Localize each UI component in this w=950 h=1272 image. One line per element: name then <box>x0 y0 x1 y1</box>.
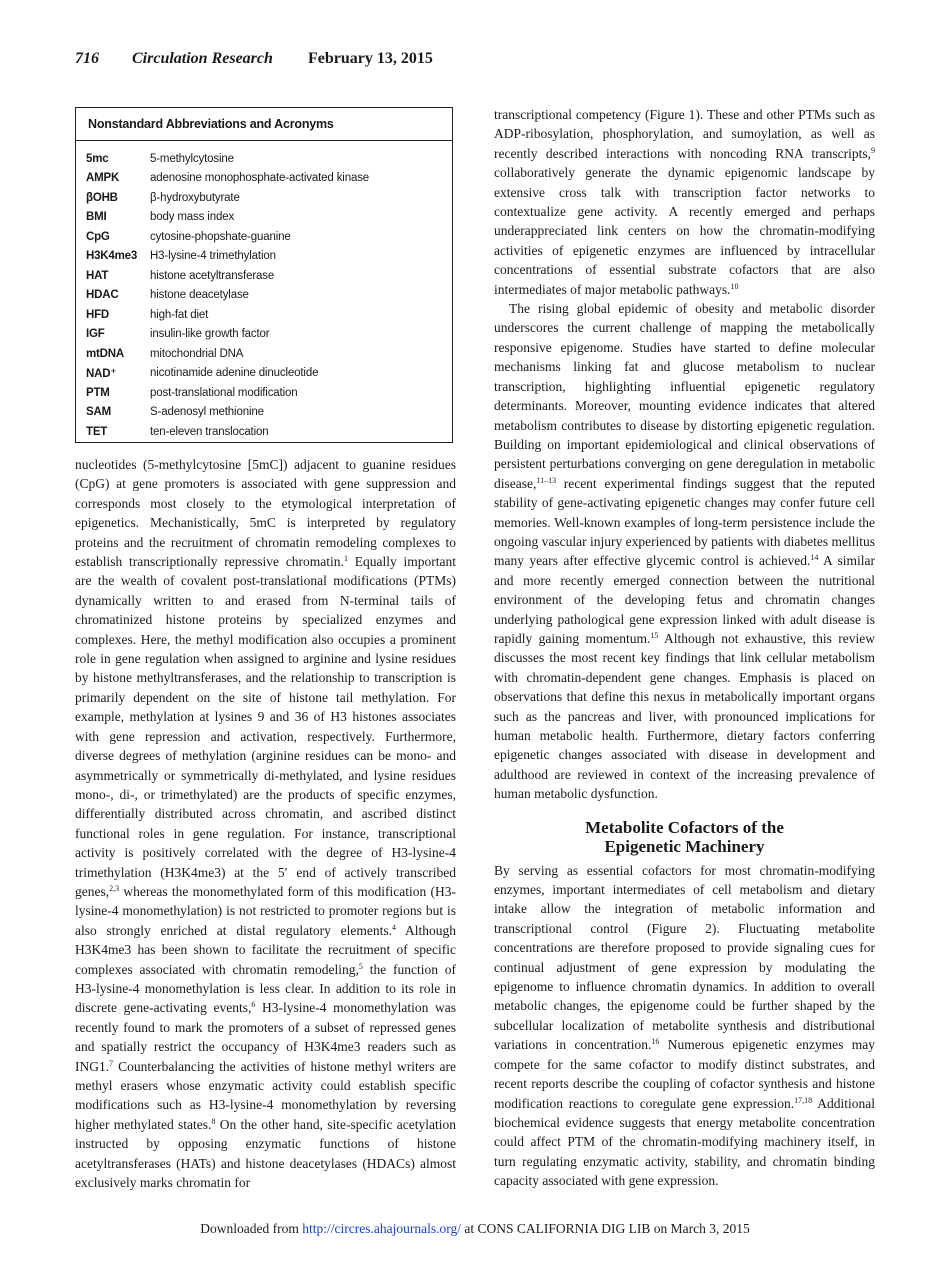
right-column <box>494 105 875 1191</box>
text-run: Numerous epigenetic enzymes may compete for the same cofactor to modify distinct substrates, and recent reports describe the coupling of cofactor synthesis and histone modification reactions to coregulate gene expression. <box>494 1037 876 1111</box>
abbreviation-term: mtDNA <box>86 347 124 360</box>
citation-ref: 9 <box>871 145 875 155</box>
abbreviation-row <box>86 422 446 442</box>
citation-ref: 17,18 <box>794 1095 813 1105</box>
abbreviations-box <box>75 107 453 443</box>
abbreviation-definition: 5-methylcytosine <box>150 152 234 165</box>
abbreviation-term: TET <box>86 425 108 438</box>
abbreviation-definition: mitochondrial DNA <box>150 347 244 360</box>
abbreviation-definition: S-adenosyl methionine <box>150 406 264 419</box>
footer-text: Downloaded from <box>200 1221 303 1236</box>
citation-ref: 4 <box>391 922 396 932</box>
abbreviation-term: HAT <box>86 269 109 282</box>
abbreviations-list <box>86 149 446 442</box>
abbreviation-row <box>86 149 446 169</box>
citation-ref: 11–13 <box>536 475 557 485</box>
abbreviation-term: βOHB <box>86 191 118 204</box>
citation-ref: 16 <box>651 1037 660 1047</box>
abbreviation-row <box>86 403 446 423</box>
journal-link[interactable]: http://circres.ahajournals.org/ <box>302 1221 461 1236</box>
abbreviation-term: H3K4me3 <box>86 250 138 263</box>
abbreviation-definition: nicotinamide adenine dinucleotide <box>150 367 319 380</box>
citation-ref: 6 <box>251 1000 256 1010</box>
citation-ref: 10 <box>730 281 739 291</box>
citation-ref: 15 <box>650 630 659 640</box>
text-run: By serving as essential cofactors for most chromatin-modifying enzymes, important intermediates of cell metabolism and dietary intake allow the integration of metabolic information and transcriptional control (Figure 2). Fluctuating metabolite concentrations are therefore proposed to provide signaling cues for continual adjustment of gene expression by modulating the epigenome to influence chromatin dynamics. In addition to overall metabolic changes, the epigenome could be further shaped by the subcellular localization of metabolite synthesis and distributional variations in concentration. <box>494 862 875 1053</box>
section-heading <box>494 818 875 856</box>
text-run: nucleotides (5-methylcytosine [5mC]) adjacent to guanine residues (CpG) at gene promoters is associated with gene suppression and corresponds most closely to the etymological interpretation of epigenetics. Mechanistically, 5mC is interpreted by regulatory proteins and the recruitment of chromatin remodeling complexes to establish transcriptionally repressive chromatin. <box>75 457 456 570</box>
text-run: A similar and more recently emerged connection between the nutritional environment of the developing fetus and chromatin changes underlying pathological gene expression linked with adult disease is rapidly gaining momentum. <box>494 553 876 646</box>
abbreviation-row <box>86 169 446 189</box>
abbreviation-definition: ten-eleven translocation <box>150 425 269 438</box>
text-run: On the other hand, site-specific acetylation instructed by opposing enzymatic functions of histone acetyltransferases (HATs) and histone deacetylases (HDACs) almost exclusively marks chromatin for <box>75 1116 456 1191</box>
abbreviation-term: HFD <box>86 308 110 321</box>
abbreviation-row <box>86 247 446 267</box>
citation-ref: 7 <box>109 1058 114 1068</box>
page-number: 716 <box>75 50 99 67</box>
text-run: The rising global epidemic of obesity and metabolic disorder underscores the current challenge of mapping the metabolically responsive epigenome. Studies have started to define molecular mechanisms linking fat and glucose metabolism to nuclear transcription, highlighting influential epigenetic regulatory determinants. Moreover, mounting evidence indicates that altered metabolism contributes to disease by distorting epigenetic regulation. Building on important epidemiological and clinical observations of persistent perturbations converging on gene deregulation in metabolic disease, <box>494 301 875 491</box>
paragraph <box>494 105 875 299</box>
abbreviation-row <box>86 383 446 403</box>
journal-name: Circulation Research <box>132 50 273 67</box>
abbreviation-row <box>86 305 446 325</box>
abbreviation-term: NAD⁺ <box>86 368 117 381</box>
abbreviation-row <box>86 325 446 345</box>
abbreviation-term: 5mc <box>86 152 109 165</box>
text-run: collaboratively generate the dynamic epigenomic landscape by extensive cross talk with transcription factor networks to contextualize gene activity. A recently emerged and perhaps underappreciated link centers on how the chromatin-modifying activities of epigenetic enzymes are influenced by intracellular concentrations of essential substrate cofactors that are also intermediates of major metabolic pathways. <box>494 165 875 297</box>
abbreviation-definition: histone deacetylase <box>150 289 249 302</box>
citation-ref: 2,3 <box>109 883 120 893</box>
abbreviation-row <box>86 364 446 384</box>
abbreviation-definition: H3-lysine-4 trimethylation <box>150 250 276 263</box>
abbreviation-definition: body mass index <box>150 211 235 224</box>
citation-ref: 8 <box>211 1116 216 1126</box>
abbreviation-definition: cytosine-phopshate-guanine <box>150 230 291 243</box>
paragraph <box>494 861 875 1191</box>
text-run: H3-lysine-4 monomethylation was recently found to mark the promoters of a subset of repressed genes and spatially restrict the occupancy of H3K4me3 readers such as ING1. <box>75 1000 456 1074</box>
running-header <box>75 50 895 72</box>
abbreviation-row <box>86 286 446 306</box>
paragraph <box>494 299 875 804</box>
paragraph <box>75 455 456 1192</box>
text-run: recent experimental findings suggest that the reputed stability of gene-activating epigenetic changes may confer future cell memories. Well-known examples of long-term persistence include the ongoing vascular injury experienced by patients with diabetes mellitus many years after effective glycemic control is achieved. <box>494 475 875 569</box>
download-footer <box>0 1221 950 1237</box>
abbreviation-row <box>86 266 446 286</box>
section-heading-line: Metabolite Cofactors of the <box>585 817 784 837</box>
text-run: Additional biochemical evidence suggests that energy metabolite concentration could affect PTM of the chromatin-modifying machinery itself, in turn regulating enzymatic activity, stability, and chromatin binding capacity associated with gene expression. <box>494 1095 875 1189</box>
abbreviation-row <box>86 227 446 247</box>
abbreviation-term: PTM <box>86 386 110 399</box>
abbreviation-definition: high-fat diet <box>150 308 209 321</box>
text-run: transcriptional competency (Figure 1). These and other PTMs such as ADP-ribosylation, phosphorylation, and sumoylation, as well as recently described interactions with noncoding RNA transcripts, <box>494 107 875 161</box>
abbreviation-term: SAM <box>86 406 111 419</box>
abbreviation-definition: insulin-like growth factor <box>150 328 270 341</box>
left-column <box>75 455 456 1192</box>
section-heading-line: Epigenetic Machinery <box>604 836 765 856</box>
citation-ref: 14 <box>810 553 819 563</box>
abbreviation-definition: histone acetyltransferase <box>150 269 275 282</box>
abbreviations-divider <box>76 140 452 141</box>
text-run: whereas the monomethylated form of this modification (H3-lysine-4 monomethylation) is not restricted to promoter regions but is also strongly enriched at distal regulatory elements. <box>75 883 456 938</box>
footer-text: at CONS CALIFORNIA DIG LIB on March 3, 2015 <box>460 1221 750 1236</box>
text-run: Although not exhaustive, this review discusses the most recent key findings that link cellular metabolism with chromatin-dependent gene changes. Emphasis is placed on observations that define this nexus in metabolically important organs such as the pancreas and liver, with pronounced implications for human metabolic health. Furthermore, dietary factors conferring epigenetic changes associated with disease in development and adulthood are reviewed in context of the increasing prevalence of human metabolic dysfunction. <box>494 630 875 802</box>
abbreviation-term: HDAC <box>86 289 119 302</box>
text-run: Although H3K4me3 has been shown to facilitate the recruitment of specific complexes associated with chromatin remodeling, <box>75 922 457 977</box>
text-run: the function of H3-lysine-4 monomethylation is less clear. In addition to its role in discrete gene-activating events, <box>75 961 456 1016</box>
abbreviation-term: AMPK <box>86 172 120 185</box>
citation-ref: 1 <box>343 554 348 564</box>
abbreviations-title: Nonstandard Abbreviations and Acronyms <box>88 117 334 131</box>
abbreviation-term: BMI <box>86 211 107 224</box>
text-run: Equally important are the wealth of covalent post-translational modifications (PTMs) dynamically written to and erased from N-terminal tails of chromatinized histone proteins by specialized enzymes and complexes. Here, the methyl modification also occupies a prominent role in gene regulation when assigned to arginine and lysine residues by histone methyltransferases, and the relationship to transcription is primarily dependent on the site of histone tail methylation. For example, methylation at lysines 9 and 36 of H3 histones associates with gene repression and activation, respectively. Furthermore, diverse degrees of methylation (arginine residues can be mono- and asymmetrically or symmetrically di-methylated, and lysine residues mono-, di-, or trimethylated) are the products of specific enzymes, differentially distributed across chromatin, and ascribed distinct functional roles in gene regulation. For instance, transcriptional activity is positively correlated with the degree of H3-lysine-4 trimethylation (H3K4me3) at the 5′ end of actively transcribed genes, <box>75 554 456 899</box>
abbreviation-definition: adenosine monophosphate-activated kinase <box>150 172 370 185</box>
abbreviation-term: IGF <box>86 328 105 341</box>
abbreviation-definition: post-translational modification <box>150 386 298 399</box>
abbreviation-definition: β-hydroxybutyrate <box>150 191 240 204</box>
text-run: Counterbalancing the activities of histone methyl writers are methyl erasers whose enzymatic activity could establish specific modifications such as H3-lysine-4 monomethylation by reversing higher methylated states. <box>75 1058 456 1132</box>
issue-date: February 13, 2015 <box>308 50 433 67</box>
abbreviation-row <box>86 344 446 364</box>
citation-ref: 5 <box>358 961 363 971</box>
abbreviation-term: CpG <box>86 230 110 243</box>
abbreviation-row <box>86 208 446 228</box>
abbreviation-row <box>86 188 446 208</box>
